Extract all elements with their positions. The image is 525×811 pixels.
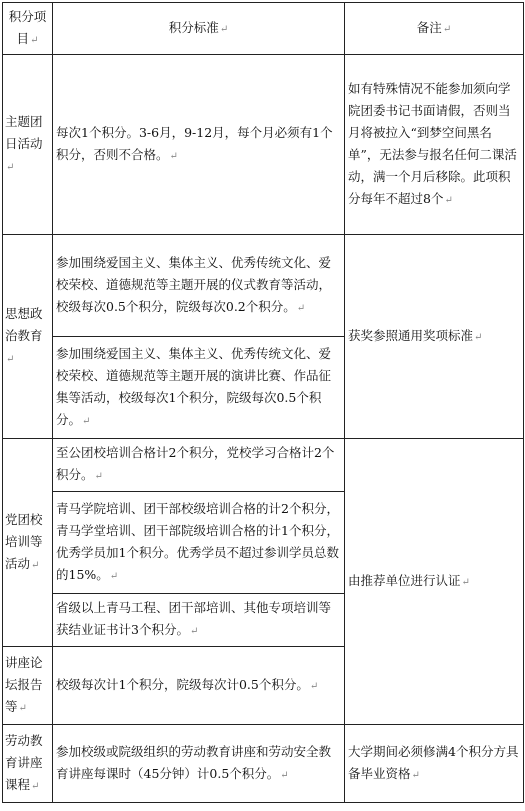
table-row (3, 55, 524, 235)
table-row (3, 235, 524, 337)
criteria-cell: 校级每次计1个积分，院级每次计0.5个积分。↵ (53, 647, 345, 725)
table-row (3, 725, 524, 803)
criteria-cell: 青马学院培训、团干部校级培训合格的计2个积分，青马学堂培训、团干部院级培训合格的计1个积分，优秀学员加1个积分。优秀学员不超过参训学员总数的15%。↵ (53, 492, 345, 594)
criteria-cell: 至公团校培训合格计2个积分，党校学习合格计2个积分。↵ (53, 439, 345, 492)
note-cell: 由推荐单位进行认证↵ (345, 439, 524, 725)
category-cell: 党团校培训等活动↵ (3, 439, 53, 647)
criteria-cell: 每次1个积分。3-6月，9-12月，每个月必须有1个积分，否则不合格。↵ (53, 55, 345, 235)
header-row (3, 3, 524, 55)
category-cell: 主题团日活动↵ (3, 55, 53, 235)
points-table (2, 2, 524, 803)
note-cell: 大学期间必须修满4个积分方具备毕业资格↵ (345, 725, 524, 803)
category-cell: 讲座论坛报告等↵ (3, 647, 53, 725)
header-criteria: 积分标准↵ (53, 3, 345, 55)
category-cell: 思想政治教育↵ (3, 235, 53, 439)
table-row (3, 439, 524, 492)
criteria-cell: 省级以上青马工程、团干部培训、其他专项培训等获结业证书计3个积分。↵ (53, 594, 345, 647)
note-cell: 获奖参照通用奖项标准↵ (345, 235, 524, 439)
note-cell: 如有特殊情况不能参加须向学院团委书记书面请假，否则当月将被拉入“到梦空间黑名单”，无法参与报名任何二课活动，满一个月后移除。此项积分每年不超过8个↵ (345, 55, 524, 235)
criteria-cell: 参加校级或院级组织的劳动教育讲座和劳动安全教育讲座每课时（45分钟）计0.5个积分。↵ (53, 725, 345, 803)
header-category: 积分项目↵ (3, 3, 53, 55)
criteria-cell: 参加围绕爱国主义、集体主义、优秀传统文化、爱校荣校、道德规范等主题开展的演讲比赛、作品征集等活动，校级每次1个积分，院级每次0.5个积分。↵ (53, 337, 345, 439)
criteria-cell: 参加围绕爱国主义、集体主义、优秀传统文化、爱校荣校、道德规范等主题开展的仪式教育等活动，校级每次0.5个积分，院级每次0.2个积分。↵ (53, 235, 345, 337)
header-note: 备注↵ (345, 3, 524, 55)
category-cell: 劳动教育讲座课程↵ (3, 725, 53, 803)
